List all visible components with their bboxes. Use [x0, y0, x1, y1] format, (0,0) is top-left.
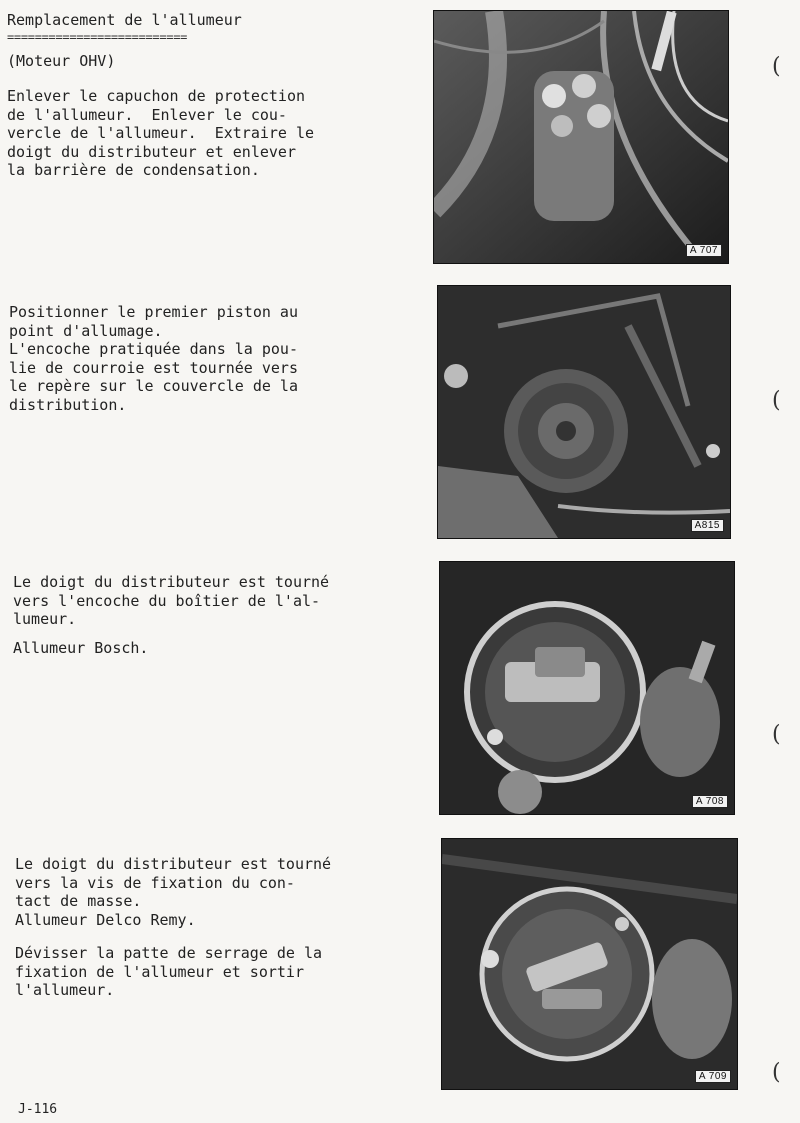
pulley-image — [438, 286, 730, 538]
section-3-text: Le doigt du distributeur est tourné vers l'encoche du boîtier de l'al- lumeur. — [13, 573, 330, 628]
section-3-note: Allumeur Bosch. — [13, 639, 149, 657]
photo-label: A 708 — [692, 795, 728, 808]
binder-mark: ( — [772, 1060, 781, 1085]
photo-a707 — [433, 10, 729, 264]
page-subtitle: (Moteur OHV) — [7, 52, 116, 70]
section-2-text: Positionner le premier piston au point d'allumage. L'encoche pratiquée dans la pou- lie de courroie est tournée vers le repère sur le couvercle de la distribution. — [9, 303, 298, 414]
photo-a815 — [437, 285, 731, 539]
section-4-text: Le doigt du distributeur est tourné vers la vis de fixation du con- tact de masse. Allumeur Delco Remy. — [15, 855, 332, 929]
title-underline: ========================== — [7, 30, 188, 44]
bosch-distributor-image — [440, 562, 734, 814]
photo-label: A 709 — [695, 1070, 731, 1083]
section-1-text: Enlever le capuchon de protection de l'allumeur. Enlever le cou- vercle de l'allumeur. Extraire le doigt du distributeur et enlever la barrière de condensation. — [7, 87, 315, 179]
photo-label: A815 — [691, 519, 724, 532]
section-4-note: Dévisser la patte de serrage de la fixation de l'allumeur et sortir l'allumeur. — [15, 944, 323, 999]
photo-label: A 707 — [686, 244, 722, 257]
photo-a708 — [439, 561, 735, 815]
binder-mark: ( — [772, 722, 781, 747]
binder-mark: ( — [772, 54, 781, 79]
engine-cables-image — [434, 11, 728, 263]
delco-distributor-image — [442, 839, 737, 1089]
binder-mark: ( — [772, 388, 781, 413]
photo-a709 — [441, 838, 738, 1090]
page-title: Remplacement de l'allumeur — [7, 11, 242, 29]
page-number: J-116 — [18, 1102, 58, 1117]
